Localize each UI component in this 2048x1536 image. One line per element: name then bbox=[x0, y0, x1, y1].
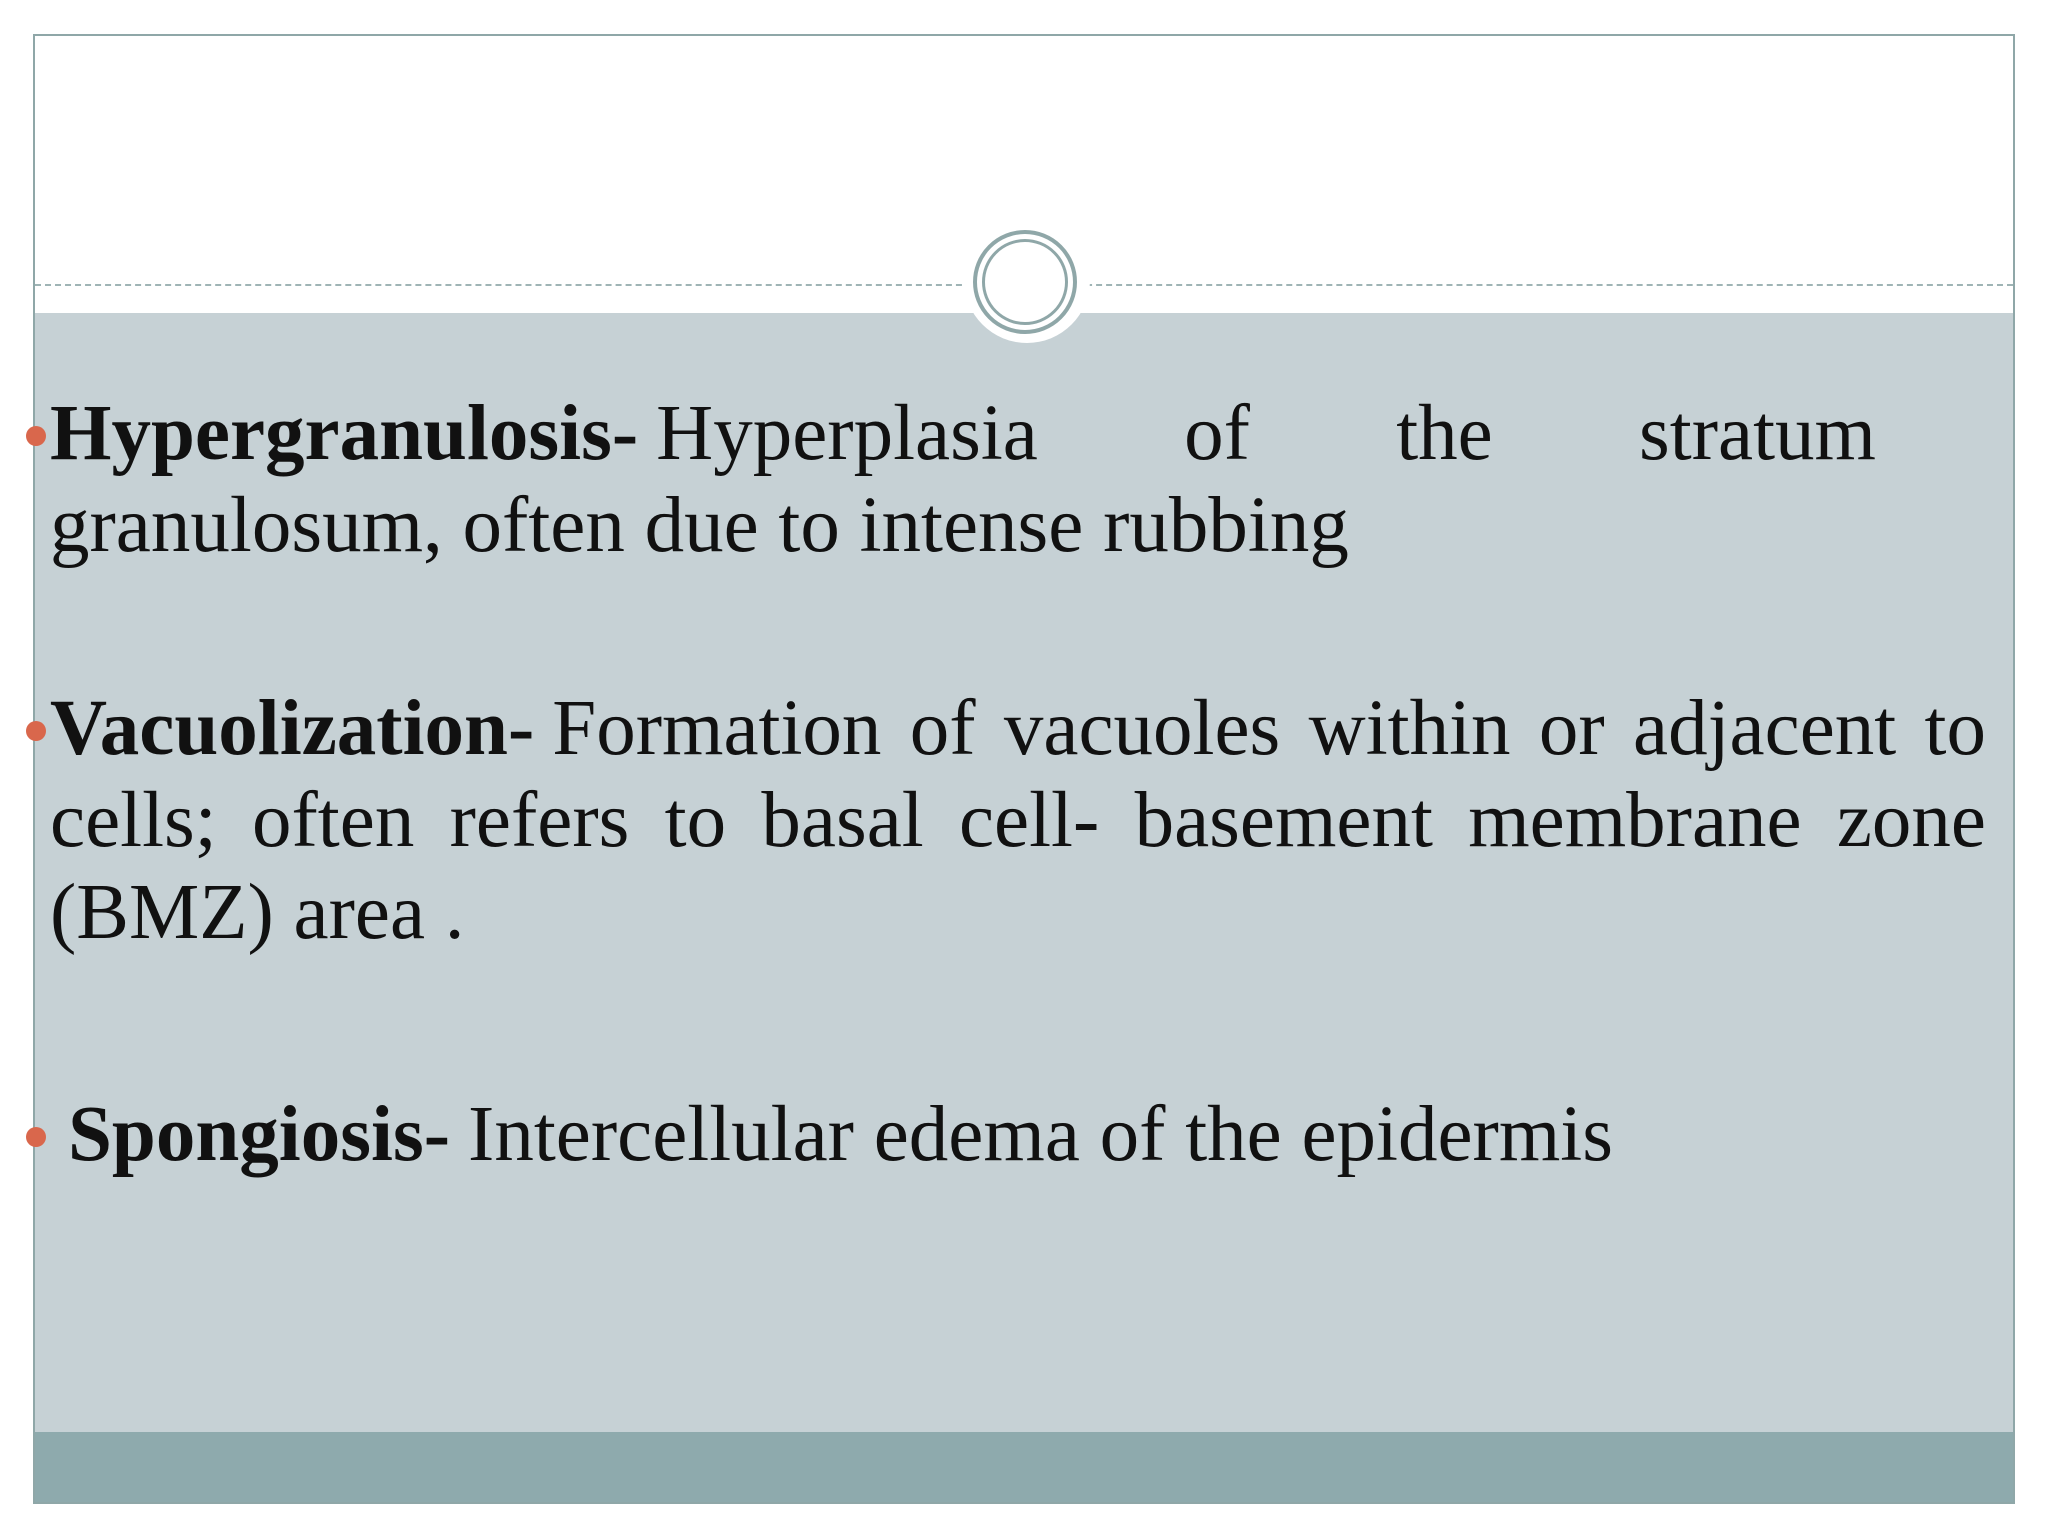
bullet-definition: Intercellular edema of the epidermis bbox=[468, 1091, 1613, 1178]
bullet-item-vacuolization bbox=[50, 683, 1986, 959]
bullet-term: Spongiosis- bbox=[68, 1091, 451, 1178]
bullet-dot-icon bbox=[26, 721, 46, 741]
bullet-dot-icon bbox=[26, 426, 46, 446]
bullet-item-spongiosis bbox=[50, 1089, 1640, 1181]
bullet-dot-icon bbox=[26, 1127, 46, 1147]
bullet-definition: Hyperplasia of the stratum granulosum, often due to intense rubbing bbox=[50, 390, 1876, 569]
bullet-term: Vacuolization- bbox=[50, 685, 535, 772]
bullet-definition: Formation of vacuoles within or adjacent to cells; often refers to basal cell- basement membrane zone (BMZ) area . bbox=[50, 685, 1986, 956]
bullet-item-hypergranulosis bbox=[50, 388, 1876, 572]
bullet-term: Hypergranulosis- bbox=[50, 390, 639, 477]
